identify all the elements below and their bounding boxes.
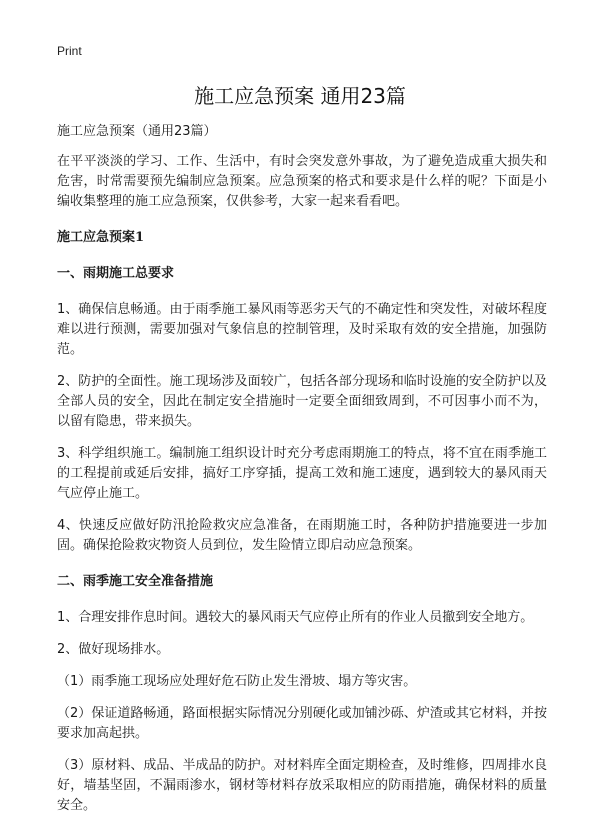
part2-item-4: （2）保证道路畅通，路面根据实际情况分别硬化或加铺沙砾、炉渣或其它材料，并按要求加高起拱。 [57,706,547,741]
part1-item-1: 1、确保信息畅通。由于雨季施工暴风雨等恶劣天气的不确定性和突发性，对破坏程度难以进行预测，需要加强对气象信息的控制管理，及时采取有效的安全措施，加强防范。 [57,302,547,357]
document-body [57,122,547,816]
print-label: Print [57,44,82,58]
part1-item-4: 4、快速反应做好防汛抢险救灾应急准备，在雨期施工时，各种防护措施要进一步加固。确保抢险救灾物资人员到位，发生险情立即启动应急预案。 [57,518,547,553]
intro-paragraph: 在平平淡淡的学习、工作、生活中，有时会突发意外事故，为了避免造成重大损失和危害，时常需要预先编制应急预案。应急预案的格式和要求是什么样的呢？下面是小编收集整理的施工应急预案，仅供参考，大家一起来看看吧。 [57,154,547,209]
part2-heading: 二、雨季施工安全准备措施 [57,574,214,589]
part1-item-3: 3、科学组织施工。编制施工组织设计时充分考虑雨期施工的特点，将不宜在雨季施工的工程提前或延后安排，搞好工序穿插，提高工效和施工速度，遇到较大的暴风雨天气应停止施工。 [57,446,547,501]
document-subtitle: 施工应急预案（通用23篇） [57,124,217,139]
part2-item-2: 2、做好现场排水。 [57,642,170,657]
part1-item-2: 2、防护的全面性。施工现场涉及面较广，包括各部分现场和临时设施的安全防护以及全部人员的安全，因此在制定安全措施时一定要全面细致周到，不可因事小而不为，以留有隐患，带来损失。 [57,374,547,429]
part2-item-1: 1、合理安排作息时间。遇较大的暴风雨天气应停止所有的作业人员撤到安全地方。 [57,610,534,625]
part2-item-3: （1）雨季施工现场应处理好危石防止发生滑坡、塌方等灾害。 [57,674,417,689]
part1-heading: 一、雨期施工总要求 [57,266,175,281]
section-title: 施工应急预案1 [57,230,145,245]
document-title: 施工应急预案 通用23篇 [194,84,406,108]
part2-item-5: （3）原材料、成品、半成品的防护。对材料库全面定期检查，及时维修，四周排水良好，墙基坚固，不漏雨渗水，钢材等材料存放采取相应的防雨措施，确保材料的质量安全。 [57,758,547,813]
